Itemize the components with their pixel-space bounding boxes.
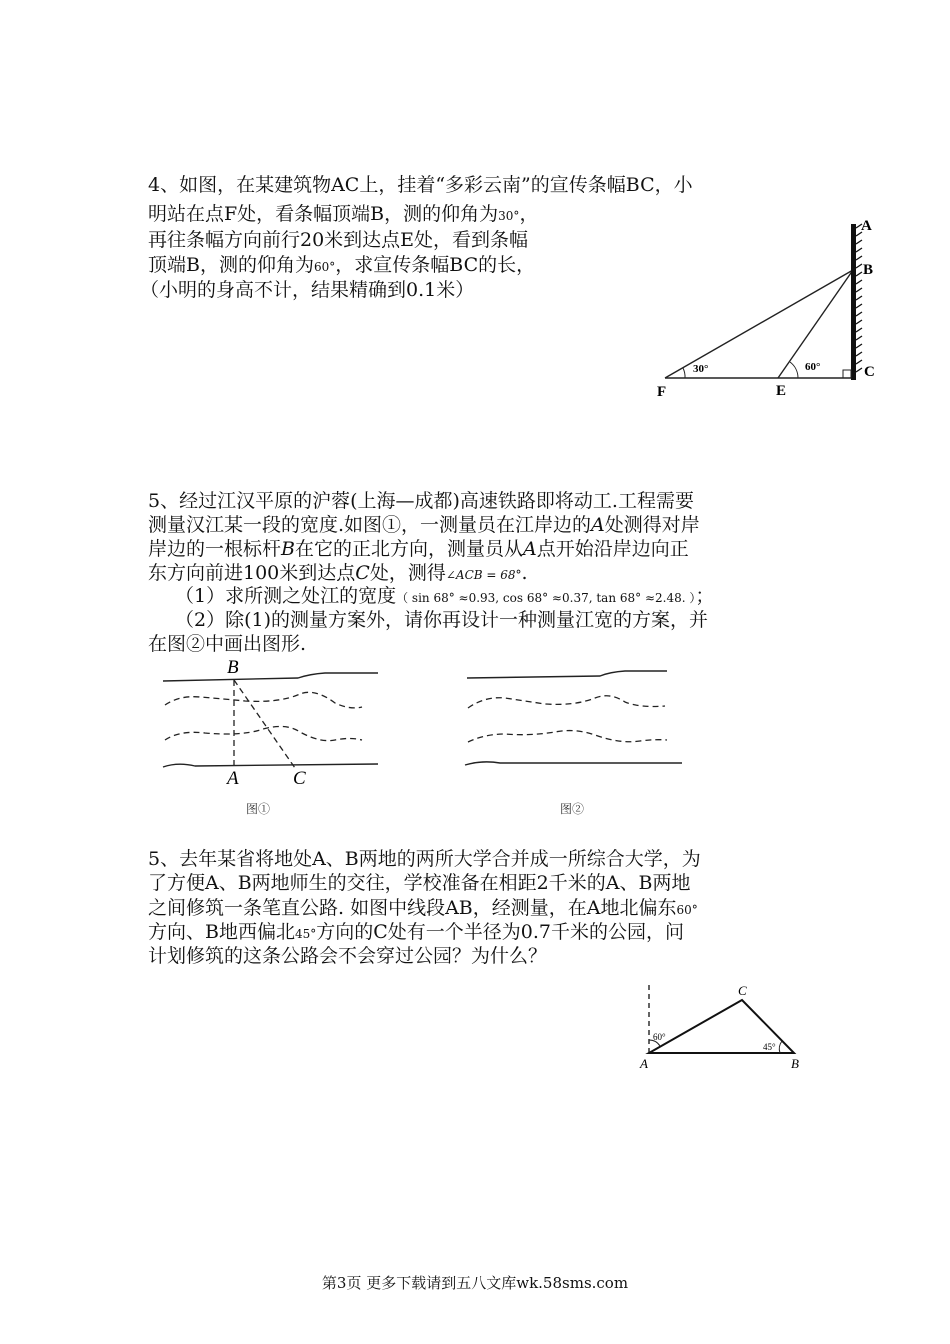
q4-line-1: 4、如图，在某建筑物AC上，挂着“多彩云南”的宣传条幅BC，小 — [148, 174, 693, 196]
q5b-line-4 — [148, 920, 684, 946]
fig1-label-a: A — [227, 768, 239, 789]
q5b-figure — [630, 980, 820, 1075]
q4-line-4-text: 顶端B，测的仰角为 — [148, 254, 314, 276]
q5a-var-b: B — [281, 538, 295, 560]
q4-angle-30: 30° — [498, 209, 520, 223]
q5a-var-a2: A — [523, 538, 537, 560]
q4-line-5: （小明的身高不计，结果精确到0.1米） — [140, 279, 475, 301]
q5a-var-a: A — [591, 514, 605, 536]
q4-line-4 — [148, 253, 535, 279]
q5b-line-3-text: 之间修筑一条笔直公路. 如图中线段AB，经测量，在A地北偏东 — [148, 897, 677, 919]
q5a-line-2-tail: 处测得对岸 — [604, 514, 700, 536]
fig1-label-c: C — [293, 768, 306, 789]
q4-angle-f-label: 30° — [693, 363, 709, 375]
q5a-line-3-tail: 点开始沿岸边向正 — [536, 538, 689, 560]
q4-angle-60: 60° — [313, 260, 336, 274]
q5a-angle-formula: ∠ACB = 68° — [445, 568, 522, 582]
q5b-line-1: 5、去年某省将地处A、B两地的两所大学合并成一所综合大学，为 — [148, 848, 701, 870]
q4-label-e: E — [776, 383, 787, 399]
river-figure-1 — [150, 650, 390, 795]
q4-label-b: B — [863, 262, 874, 278]
q5b-label-a: A — [640, 1056, 648, 1071]
q5a-sub-2b: 在图②中画出图形. — [148, 633, 307, 655]
q5a-trig-values: （ sin 68° ≈0.93, cos 68° ≈0.37, tan 68° ≈2.48. ） — [396, 591, 696, 605]
q5b-line-4-pre: 方向、B地西偏北 — [148, 921, 295, 943]
q5a-sub-1-pre: （1）求所测之处江的宽度 — [175, 585, 397, 607]
river-figure-2 — [460, 660, 690, 775]
figure-1-caption: 图① — [246, 802, 271, 816]
q4-label-f: F — [657, 384, 667, 400]
q5a-line-4-tail: . — [521, 562, 528, 584]
q5a-line-1: 5、经过江汉平原的沪蓉(上海—成都)高速铁路即将动工.工程需要 — [148, 490, 694, 512]
q4-line-2 — [148, 202, 538, 228]
q5b-line-5: 计划修筑的这条公路会不会穿过公园？为什么？ — [148, 945, 548, 967]
q5b-line-2: 了方便A、B两地师生的交往，学校准备在相距2千米的A、B两地 — [148, 872, 691, 894]
q5a-line-3 — [148, 537, 689, 561]
q5b-label-c: C — [738, 983, 747, 998]
q4-line-3: 再往条幅方向前行20米到达点E处，看到条幅 — [148, 229, 529, 251]
q4-label-a: A — [861, 218, 872, 234]
q5b-line-4-tail: 方向的C处有一个半径为0.7千米的公园，问 — [316, 921, 685, 943]
q5b-line-3 — [148, 896, 698, 922]
q4-line-2-text: 明站在点F处，看条幅顶端B，测的仰角为 — [148, 203, 499, 225]
q5a-line-3-mid: 在它的正北方向，测量员从 — [294, 538, 523, 560]
fig1-label-b: B — [227, 657, 239, 678]
q5a-sub-2: （2）除(1)的测量方案外，请你再设计一种测量江宽的方案，并 — [175, 609, 709, 631]
q5a-line-4-pre: 东方向前进100米到达点 — [148, 562, 356, 584]
page-footer: 第3页 更多下载请到五八文库wk.58sms.com — [321, 1274, 629, 1292]
q4-label-c: C — [864, 364, 875, 380]
q5a-sub-1 — [175, 584, 714, 610]
q4-line-4-tail: ，求宣传条幅BC的长， — [335, 254, 536, 276]
q5a-line-2 — [148, 513, 700, 537]
q5a-sub-1-tail: ； — [695, 585, 715, 607]
q5a-var-c: C — [355, 562, 370, 584]
q5a-line-2-text: 测量汉江某一段的宽度.如图①，一测量员在江岸边的 — [148, 514, 592, 536]
figure-2-caption: 图② — [560, 802, 585, 816]
q5a-line-4-mid: 处，测得 — [369, 562, 446, 584]
q5b-angle-a-label: 60° — [653, 1032, 666, 1042]
q5a-line-3-pre: 岸边的一根标杆 — [148, 538, 282, 560]
q5b-angle-45: 45° — [294, 927, 317, 941]
q4-figure — [640, 210, 890, 410]
q5b-angle-b-label: 45° — [763, 1042, 776, 1052]
q4-line-2-tail: ， — [519, 203, 539, 225]
q5b-label-b: B — [791, 1056, 799, 1071]
q4-angle-e-label: 60° — [805, 361, 821, 373]
q5b-angle-60: 60° — [676, 903, 698, 917]
